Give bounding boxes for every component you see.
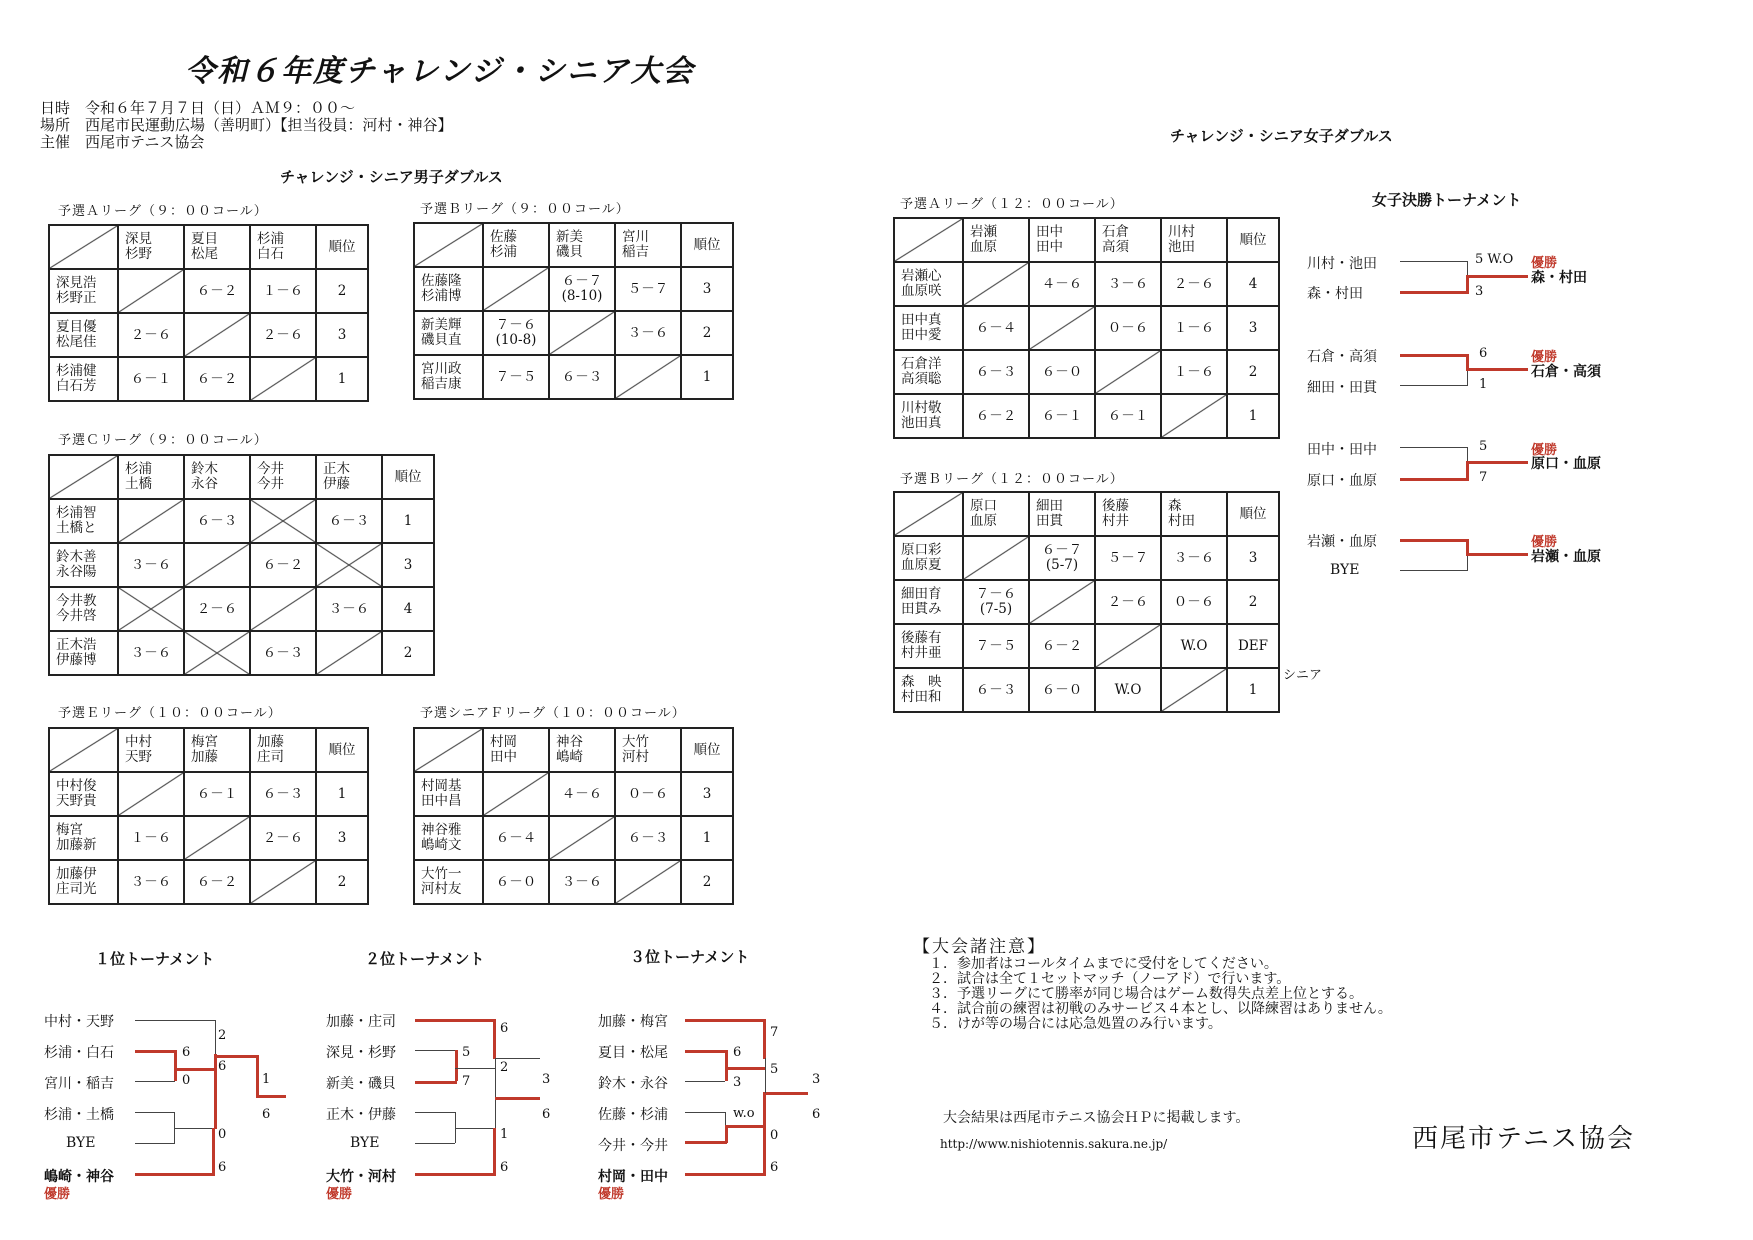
bracket-score: 5 — [1479, 439, 1488, 454]
table-row — [414, 860, 733, 904]
rank-cell: 2 — [316, 269, 368, 313]
score-cell: ６－３ — [250, 772, 316, 816]
rank-cell: 4 — [382, 587, 434, 631]
column-header: 杉浦 土橋 — [118, 455, 184, 499]
note-item: ５．けが等の場合には応急処置のみ行います。 — [929, 1016, 1222, 1032]
winner-label: 優勝 — [44, 1187, 71, 1202]
table-row — [894, 668, 1279, 712]
table-corner — [49, 225, 118, 269]
event-date: 日時 令和６年７月７日（日）ＡＭ９：００～ — [40, 99, 356, 117]
self-match-cell — [250, 860, 316, 904]
column-header: 宮川 稲吉 — [615, 223, 681, 267]
team-name: 森 映 村田和 — [894, 668, 963, 712]
team-name: 田中真 田中愛 — [894, 306, 963, 350]
rank-cell: 1 — [382, 499, 434, 543]
men-league-b-label: 予選Ｂリーグ（９：００コール） — [420, 202, 630, 217]
team-name: 後藤有 村井亜 — [894, 624, 963, 668]
winner-team: 森・村田 — [1531, 270, 1587, 286]
score-cell: ６－２ — [250, 543, 316, 587]
bracket-team: 田中・田中 — [1307, 442, 1377, 458]
rank-cell: 2 — [1227, 580, 1279, 624]
rank-cell: 3 — [316, 816, 368, 860]
table-corner — [49, 455, 118, 499]
rank-cell: 3 — [316, 313, 368, 357]
bracket-team: 正木・伊藤 — [326, 1107, 396, 1123]
self-match-cell — [615, 355, 681, 399]
team-name: 中村俊 天野貴 — [49, 772, 118, 816]
column-header: 細田 田貫 — [1029, 492, 1095, 536]
men-section-title: チャレンジ・シニア男子ダブルス — [280, 168, 503, 186]
table-row — [414, 816, 733, 860]
self-match-cell — [483, 772, 549, 816]
table-row — [894, 624, 1279, 668]
table-row — [49, 313, 368, 357]
team-name: 佐藤隆 杉浦博 — [414, 267, 483, 311]
table-row — [894, 580, 1279, 624]
table-row — [49, 357, 368, 401]
self-match-cell — [184, 816, 250, 860]
score-cell: ３－６ — [118, 543, 184, 587]
winner-team: 原口・血原 — [1531, 456, 1601, 472]
rank-cell: 1 — [681, 355, 733, 399]
team-name: 原口彩 血原夏 — [894, 536, 963, 580]
column-header: 川村 池田 — [1161, 218, 1227, 262]
rank-header: 順位 — [316, 728, 368, 772]
table-row — [894, 306, 1279, 350]
rank-cell: 4 — [1227, 262, 1279, 306]
bracket-team: 大竹・河村 — [326, 1169, 396, 1185]
women-league-a-table — [893, 217, 1280, 439]
self-match-cell — [549, 311, 615, 355]
bracket-team: 細田・田貫 — [1307, 380, 1377, 396]
score-cell: ７－６ (10-8) — [483, 311, 549, 355]
bracket-team: 岩瀬・血原 — [1307, 534, 1377, 550]
column-header: 大竹 河村 — [615, 728, 681, 772]
score-cell: ６－３ — [963, 668, 1029, 712]
score-cell: １－６ — [1161, 350, 1227, 394]
column-header: 後藤 村井 — [1095, 492, 1161, 536]
bracket-score: 6 — [1479, 346, 1488, 361]
score-cell: ６－４ — [483, 816, 549, 860]
score-cell: ６－２ — [184, 357, 250, 401]
rank-header: 順位 — [382, 455, 434, 499]
table-row — [49, 269, 368, 313]
score-cell: ２－６ — [1095, 580, 1161, 624]
column-header: 原口 血原 — [963, 492, 1029, 536]
bracket-team: 中村・天野 — [44, 1014, 114, 1030]
team-name: 鈴木善 永谷陽 — [49, 543, 118, 587]
rank-cell: 3 — [1227, 536, 1279, 580]
website-url[interactable]: http://www.nishiotennis.sakura.ne.jp/ — [940, 1137, 1168, 1151]
table-row — [49, 816, 368, 860]
team-name: 石倉洋 高須聡 — [894, 350, 963, 394]
tournament-2-title: ２位トーナメント — [365, 950, 485, 968]
rank-cell: 2 — [681, 311, 733, 355]
team-name: 大竹一 河村友 — [414, 860, 483, 904]
score-cell: １－６ — [118, 816, 184, 860]
table-row — [894, 394, 1279, 438]
bracket-score: 7 — [1479, 470, 1488, 485]
bracket-score: 1 — [262, 1072, 271, 1087]
bracket-score: 3 — [542, 1072, 551, 1087]
score-cell: ７－５ — [483, 355, 549, 399]
score-cell: ６－２ — [184, 269, 250, 313]
rank-cell: 1 — [681, 816, 733, 860]
self-match-cell — [184, 543, 250, 587]
column-header: 梅宮 加藤 — [184, 728, 250, 772]
self-match-cell — [483, 267, 549, 311]
men-league-f-label: 予選シニアＦリーグ（１０：００コール） — [420, 706, 686, 721]
bracket-team: 新美・磯貝 — [326, 1076, 396, 1092]
notes-block — [913, 932, 1392, 1032]
men-league-c-table — [48, 454, 435, 676]
bracket-team: 加藤・梅宮 — [598, 1014, 668, 1030]
men-league-c-label: 予選Ｃリーグ（９：００コール） — [58, 433, 268, 448]
score-cell: ６－７ (8-10) — [549, 267, 615, 311]
men-league-b-table — [413, 222, 734, 400]
score-cell: ２－６ — [118, 313, 184, 357]
rank-cell: 3 — [681, 267, 733, 311]
men-league-e-label: 予選Ｅリーグ（１０：００コール） — [58, 706, 282, 721]
bracket-score: 6 — [262, 1107, 271, 1122]
team-name: 深見浩 杉野正 — [49, 269, 118, 313]
rank-cell: 3 — [681, 772, 733, 816]
bracket-team: 杉浦・白石 — [44, 1045, 114, 1061]
notes-title: 【大会諸注意】 — [913, 937, 1046, 957]
column-header: 杉浦 白石 — [250, 225, 316, 269]
note-item: ３．予選リーグにて勝率が同じ場合はゲーム数得失点差上位とする。 — [929, 986, 1363, 1002]
bracket-team: 深見・杉野 — [326, 1045, 396, 1061]
rank-cell: 2 — [681, 860, 733, 904]
bracket-score: 6 — [733, 1045, 742, 1060]
team-name: 神谷雅 嶋崎文 — [414, 816, 483, 860]
score-cell: ６－２ — [1029, 624, 1095, 668]
score-cell: ０－６ — [1161, 580, 1227, 624]
self-match-cell — [1161, 394, 1227, 438]
score-cell: １－６ — [250, 269, 316, 313]
team-name: 正木浩 伊藤博 — [49, 631, 118, 675]
bracket-score: 0 — [218, 1127, 227, 1142]
team-name: 細田育 田貫み — [894, 580, 963, 624]
bracket-team: 村岡・田中 — [598, 1169, 668, 1185]
bracket-team: 原口・血原 — [1307, 473, 1377, 489]
result-note: 大会結果は西尾市テニス協会ＨＰに掲載します。 — [943, 1110, 1250, 1126]
column-header: 加藤 庄司 — [250, 728, 316, 772]
bracket-team: BYE — [350, 1135, 380, 1151]
self-match-cell — [250, 587, 316, 631]
score-cell: ６－０ — [1029, 668, 1095, 712]
bracket-score: 7 — [462, 1074, 471, 1089]
score-cell: ２－６ — [250, 816, 316, 860]
score-cell: ３－６ — [316, 587, 382, 631]
team-name: 夏目優 松尾佳 — [49, 313, 118, 357]
bracket-score: 6 — [218, 1160, 227, 1175]
bracket-score: 6 — [812, 1107, 821, 1122]
self-match-cell — [316, 631, 382, 675]
score-cell: ３－６ — [118, 860, 184, 904]
bracket-score: 7 — [770, 1025, 779, 1040]
table-corner — [414, 728, 483, 772]
self-match-cell — [250, 357, 316, 401]
table-row — [894, 536, 1279, 580]
column-header: 石倉 高須 — [1095, 218, 1161, 262]
team-name: 川村敬 池田真 — [894, 394, 963, 438]
winner-team: 石倉・高須 — [1531, 364, 1601, 380]
column-header: 深見 杉野 — [118, 225, 184, 269]
self-match-cell — [963, 262, 1029, 306]
score-cell: ４－６ — [549, 772, 615, 816]
score-cell: ６－１ — [1029, 394, 1095, 438]
score-cell: ３－６ — [118, 631, 184, 675]
bracket-score: 3 — [812, 1072, 821, 1087]
men-league-a-table — [48, 224, 369, 402]
column-header: 森 村田 — [1161, 492, 1227, 536]
self-match-cell — [1029, 306, 1095, 350]
score-cell: ６－４ — [963, 306, 1029, 350]
column-header: 今井 今井 — [250, 455, 316, 499]
bracket-score: 3 — [1475, 284, 1484, 299]
bracket-score: 2 — [500, 1060, 509, 1075]
rank-cell: 2 — [1227, 350, 1279, 394]
table-corner — [894, 218, 963, 262]
bracket-score: 5 — [770, 1062, 779, 1077]
score-cell: ７－５ — [963, 624, 1029, 668]
score-cell: ０－６ — [1095, 306, 1161, 350]
rank-header: 順位 — [681, 223, 733, 267]
men-league-f-table — [413, 727, 734, 905]
bracket-score: 6 — [500, 1160, 509, 1175]
score-cell: ６－３ — [963, 350, 1029, 394]
rank-cell: 3 — [382, 543, 434, 587]
note-item: ２．試合は全て１セットマッチ（ノーアド）で行います。 — [929, 971, 1291, 987]
column-header: 田中 田中 — [1029, 218, 1095, 262]
score-cell: ０－６ — [615, 772, 681, 816]
score-cell: ２－６ — [250, 313, 316, 357]
score-cell: １－６ — [1161, 306, 1227, 350]
self-match-cell — [963, 536, 1029, 580]
bracket-team: 鈴木・永谷 — [598, 1076, 668, 1092]
bracket-score: 0 — [182, 1073, 191, 1088]
rank-cell: 1 — [316, 772, 368, 816]
score-cell: ６－１ — [1095, 394, 1161, 438]
bracket-score: 6 — [542, 1107, 551, 1122]
score-cell: ３－６ — [1095, 262, 1161, 306]
score-cell: ２－６ — [1161, 262, 1227, 306]
winner-label: 優勝 — [326, 1187, 353, 1202]
senior-note: シニア — [1283, 668, 1323, 683]
column-header: 鈴木 永谷 — [184, 455, 250, 499]
rank-cell: 2 — [316, 860, 368, 904]
bracket-score: w.o — [733, 1106, 755, 1121]
self-match-cell — [118, 772, 184, 816]
column-header: 夏目 松尾 — [184, 225, 250, 269]
bracket-score: 0 — [770, 1128, 779, 1143]
winner-label: 優勝 — [1531, 256, 1558, 271]
column-header: 佐藤 杉浦 — [483, 223, 549, 267]
rank-header: 順位 — [681, 728, 733, 772]
table-row — [894, 350, 1279, 394]
tournament-3-title: ３位トーナメント — [630, 948, 750, 966]
score-cell: ６－１ — [184, 772, 250, 816]
column-header: 中村 天野 — [118, 728, 184, 772]
no-match-cell — [184, 631, 250, 675]
score-cell: ６－２ — [184, 860, 250, 904]
bracket-team: 石倉・高須 — [1307, 349, 1377, 365]
table-row — [49, 587, 434, 631]
winner-label: 優勝 — [1531, 535, 1558, 550]
table-row — [49, 499, 434, 543]
score-cell: ３－６ — [549, 860, 615, 904]
table-row — [49, 860, 368, 904]
score-cell: ６－１ — [118, 357, 184, 401]
score-cell: ６－３ — [250, 631, 316, 675]
women-section-title: チャレンジ・シニア女子ダブルス — [1170, 127, 1393, 145]
table-row — [414, 267, 733, 311]
bracket-score: 3 — [733, 1075, 742, 1090]
winner-team: 岩瀬・血原 — [1531, 549, 1601, 565]
rank-header: 順位 — [316, 225, 368, 269]
winner-label: 優勝 — [1531, 350, 1558, 365]
bracket-score: 5 — [462, 1045, 471, 1060]
table-row — [49, 543, 434, 587]
score-cell: ５－７ — [615, 267, 681, 311]
women-league-b-table — [893, 491, 1280, 713]
winner-label: 優勝 — [1531, 443, 1558, 458]
score-cell: ６－３ — [184, 499, 250, 543]
column-header: 村岡 田中 — [483, 728, 549, 772]
bracket-team: BYE — [1330, 562, 1360, 578]
score-cell: ６－３ — [549, 355, 615, 399]
rank-cell: 3 — [1227, 306, 1279, 350]
bracket-team: 佐藤・杉浦 — [598, 1107, 668, 1123]
bracket-team: 川村・池田 — [1307, 256, 1377, 272]
men-league-a-label: 予選Ａリーグ（９：００コール） — [58, 204, 268, 219]
note-item: ４．試合前の練習は初戦のみサービス４本とし、以降練習はありません。 — [929, 1001, 1392, 1017]
self-match-cell — [118, 499, 184, 543]
score-cell: ３－６ — [1161, 536, 1227, 580]
rank-cell: 2 — [382, 631, 434, 675]
score-cell: ２－６ — [184, 587, 250, 631]
team-name: 岩瀬心 血原咲 — [894, 262, 963, 306]
event-venue: 場所 西尾市民運動広場（善明町）【担当役員：河村・神谷】 — [40, 116, 453, 134]
bracket-team: 加藤・庄司 — [326, 1014, 396, 1030]
score-cell: ６－０ — [1029, 350, 1095, 394]
event-info — [40, 100, 453, 151]
column-header: 岩瀬 血原 — [963, 218, 1029, 262]
table-row — [414, 772, 733, 816]
score-cell: ３－６ — [615, 311, 681, 355]
self-match-cell — [549, 816, 615, 860]
team-name: 宮川政 稲吉康 — [414, 355, 483, 399]
bracket-score: 6 — [182, 1045, 191, 1060]
bracket-score: 5 W.O — [1475, 252, 1514, 267]
no-match-cell — [316, 543, 382, 587]
rank-cell: 1 — [1227, 668, 1279, 712]
men-league-e-table — [48, 727, 369, 905]
score-cell: ６－０ — [483, 860, 549, 904]
self-match-cell — [184, 313, 250, 357]
women-league-a-label: 予選Ａリーグ（１２：００コール） — [900, 197, 1124, 212]
score-cell: ６－７ (5-7) — [1029, 536, 1095, 580]
score-cell: W.O — [1161, 624, 1227, 668]
table-row — [894, 262, 1279, 306]
self-match-cell — [615, 860, 681, 904]
rank-header: 順位 — [1227, 218, 1279, 262]
table-row — [414, 311, 733, 355]
score-cell: ４－６ — [1029, 262, 1095, 306]
note-item: １．参加者はコールタイムまでに受付をしてください。 — [929, 956, 1278, 972]
team-name: 加藤伊 庄司光 — [49, 860, 118, 904]
table-row — [414, 355, 733, 399]
bracket-score: 6 — [218, 1059, 227, 1074]
bracket-team: 夏目・松尾 — [598, 1045, 668, 1061]
winner-label: 優勝 — [598, 1187, 625, 1202]
team-name: 杉浦智 土橋と — [49, 499, 118, 543]
bracket-score: 6 — [500, 1021, 509, 1036]
event-organizer: 主催 西尾市テニス協会 — [40, 133, 205, 151]
score-cell: ６－２ — [963, 394, 1029, 438]
bracket-score: 6 — [770, 1160, 779, 1175]
column-header: 新美 磯貝 — [549, 223, 615, 267]
no-match-cell — [118, 587, 184, 631]
rank-header: 順位 — [1227, 492, 1279, 536]
score-cell: W.O — [1095, 668, 1161, 712]
table-row — [49, 772, 368, 816]
no-match-cell — [250, 499, 316, 543]
rank-cell: 1 — [316, 357, 368, 401]
bracket-team: 嶋崎・神谷 — [44, 1169, 114, 1185]
rank-cell: DEF — [1227, 624, 1279, 668]
column-header: 神谷 嶋崎 — [549, 728, 615, 772]
women-league-b-label: 予選Ｂリーグ（１２：００コール） — [900, 472, 1124, 487]
bracket-score: 1 — [1479, 377, 1488, 392]
team-name: 梅宮 加藤新 — [49, 816, 118, 860]
team-name: 杉浦健 白石芳 — [49, 357, 118, 401]
page-title: 令和６年度チャレンジ・シニア大会 — [185, 54, 695, 89]
table-corner — [894, 492, 963, 536]
score-cell: ６－３ — [615, 816, 681, 860]
self-match-cell — [1095, 624, 1161, 668]
bracket-team: 森・村田 — [1307, 286, 1363, 302]
bracket-score: 1 — [500, 1127, 509, 1142]
table-row — [49, 631, 434, 675]
column-header: 正木 伊藤 — [316, 455, 382, 499]
women-final-title: 女子決勝トーナメント — [1372, 191, 1522, 209]
table-corner — [414, 223, 483, 267]
self-match-cell — [118, 269, 184, 313]
bracket-score: 2 — [218, 1028, 227, 1043]
score-cell: ７－６ (7-5) — [963, 580, 1029, 624]
team-name: 今井教 今井啓 — [49, 587, 118, 631]
bracket-team: 今井・今井 — [598, 1138, 668, 1154]
score-cell: ６－３ — [316, 499, 382, 543]
self-match-cell — [1161, 668, 1227, 712]
bracket-team: 宮川・稲吉 — [44, 1076, 114, 1092]
self-match-cell — [1095, 350, 1161, 394]
table-corner — [49, 728, 118, 772]
rank-cell: 1 — [1227, 394, 1279, 438]
team-name: 村岡基 田中昌 — [414, 772, 483, 816]
self-match-cell — [1029, 580, 1095, 624]
score-cell: ５－７ — [1095, 536, 1161, 580]
organization-name: 西尾市テニス協会 — [1412, 1124, 1635, 1154]
bracket-team: BYE — [66, 1135, 96, 1151]
team-name: 新美輝 磯貝直 — [414, 311, 483, 355]
bracket-team: 杉浦・土橋 — [44, 1107, 114, 1123]
tournament-1-title: １位トーナメント — [95, 950, 215, 968]
